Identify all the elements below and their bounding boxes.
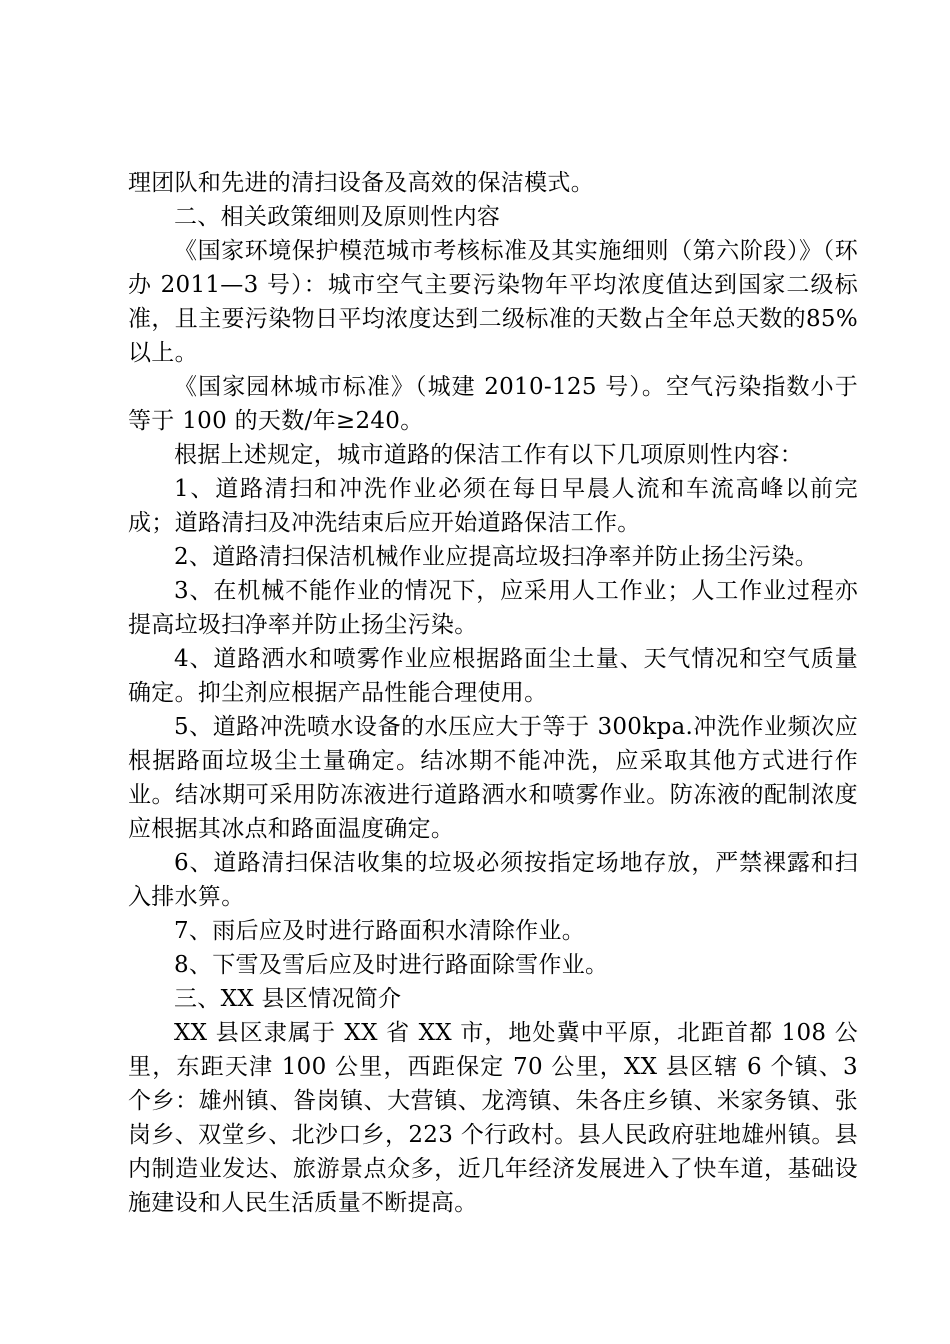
paragraph-garden-city-standard: 《国家园林城市标准》（城建 2010-125 号）。空气污染指数小于等于 100 的天数/年≥240。: [128, 374, 858, 434]
principle-item-7: 7、雨后应及时进行路面积水清除作业。: [174, 918, 586, 944]
paragraph-county-intro: XX 县区隶属于 XX 省 XX 市，地处冀中平原，北距首都 108 公里，东距天津 100 公里，西距保定 70 公里，XX 县区辖 6 个镇、3 个乡：雄州镇、昝岗镇、大营镇、龙湾镇、朱各庄乡镇、米家务镇、张岗乡、双堂乡、北沙口乡，223 个行政村。县人民政府驻地雄州镇。县内制造业发达、旅游景点众多，近几年经济发展进入了快车道，基础设施建设和人民生活质量不断提高。: [128, 1020, 858, 1216]
principle-item-2: 2、道路清扫保洁机械作业应提高垃圾扫净率并防止扬尘污染。: [174, 544, 819, 570]
paragraph-continuation: 理团队和先进的清扫设备及高效的保洁模式。: [128, 170, 594, 196]
paragraph-model-city-standard: 《国家环境保护模范城市考核标准及其实施细则（第六阶段）》（环办 2011—3 号）：城市空气主要污染物年平均浓度值达到国家二级标准，且主要污染物日平均浓度达到二级标准的天数占全年总天数的85%以上。: [128, 238, 858, 366]
principle-item-6: 6、道路清扫保洁收集的垃圾必须按指定场地存放，严禁裸露和扫入排水箅。: [128, 850, 858, 910]
principle-item-8: 8、下雪及雪后应及时进行路面除雪作业。: [174, 952, 609, 978]
principle-item-1: 1、道路清扫和冲洗作业必须在每日早晨人流和车流高峰以前完成；道路清扫及冲洗结束后应开始道路保洁工作。: [128, 476, 858, 536]
section-heading-policy: 二、相关政策细则及原则性内容: [174, 204, 501, 230]
principle-item-3: 3、在机械不能作业的情况下，应采用人工作业；人工作业过程亦提高垃圾扫净率并防止扬尘污染。: [128, 578, 858, 638]
document-body: [128, 166, 858, 1220]
principle-item-5: 5、道路冲洗喷水设备的水压应大于等于 300kpa.冲洗作业频次应根据路面垃圾尘土量确定。结冰期不能冲洗，应采取其他方式进行作业。结冰期可采用防冻液进行道路洒水和喷雾作业。防冻液的配制浓度应根据其冰点和路面温度确定。: [128, 714, 858, 842]
paragraph-principles-intro: 根据上述规定，城市道路的保洁工作有以下几项原则性内容：: [174, 442, 804, 468]
principle-item-4: 4、道路洒水和喷雾作业应根据路面尘土量、天气情况和空气质量确定。抑尘剂应根据产品性能合理使用。: [128, 646, 858, 706]
section-heading-county: 三、XX 县区情况简介: [174, 986, 402, 1012]
